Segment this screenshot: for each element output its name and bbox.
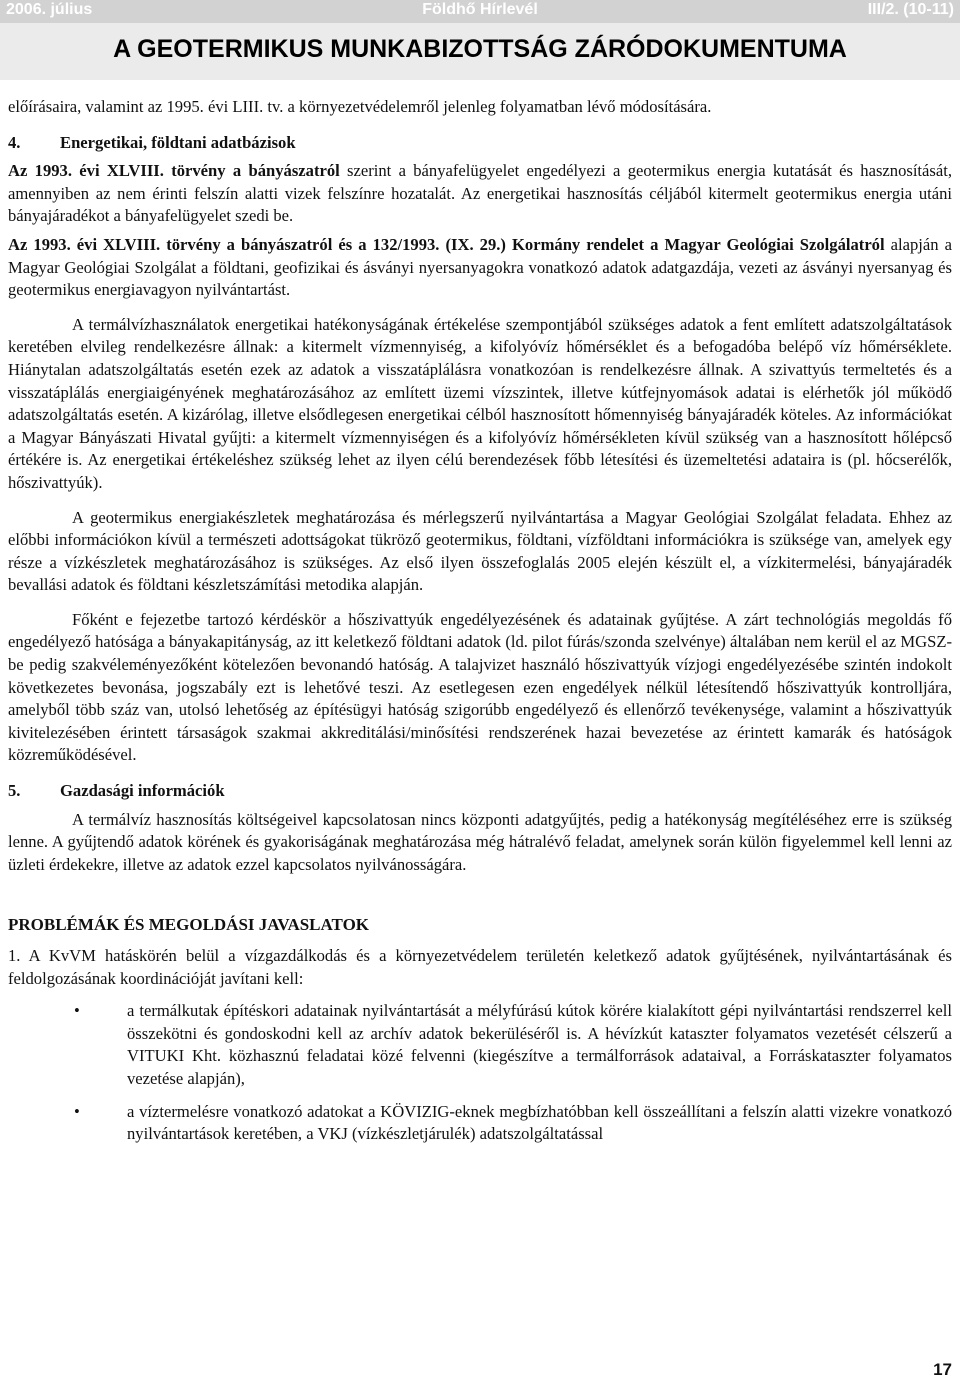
- running-header: [0, 0, 960, 23]
- title-banner: [0, 23, 960, 80]
- law-reference: Az 1993. évi XLVIII. törvény a bányászatról: [8, 161, 340, 181]
- section-5-heading: [8, 780, 952, 803]
- paragraph-6: A termálvíz hasznosítás költségeivel kapcsolatosan nincs központi adatgyűjtés, pedig a hatékonyság megítéléséhez erre is szükség lenne. A gyűjtendő adatok körének és gyakoriságának meghatározása még hátralévő feladat, amelynek során külön figyelemmel kell lenni az üzleti érdekekre, illetve az adatok ezzel kapcsolatos nyilvánosságára.: [8, 809, 952, 874]
- paragraph-7: 1. A KvVM hatáskörén belül a vízgazdálkodás és a környezetvédelem területén keletkező adatok gyűjtésének, nyilvántartásának és feldolgozásának koordinációját javítani kell:: [8, 946, 952, 988]
- section-5-number: 5.: [8, 781, 21, 801]
- section-4-title: Energetikai, földtani adatbázisok: [60, 132, 296, 152]
- paragraph-4: A geotermikus energiakészletek meghatározása és mérlegszerű nyilvántartása a Magyar Geológiai Szolgálat feladata. Ehhez az előbbi információkon kívül a természeti adottságokat tükröző geotermikus, földtani, vízföldtani információkra is szüksége van, amelyek egy része a vízkészletek meghatározásához is szükséges. Az első ilyen összefoglalás 2005 elején készült el, a vízkitermelési, bányajáradék bevallási adatok és földtani készletszámítási metodika alapján.: [8, 507, 952, 595]
- recommendation-list: [8, 1000, 952, 1146]
- paragraph-5: Főként e fejezetbe tartozó kérdéskör a hőszivattyúk engedélyezésének és adatainak gyűjtése. A zárt technológiás megoldás fő engedélyező hatósága a bányakapitányság, az itt keletkező földtani adatok (ld. pilot fúrás/szonda szelvénye) általában nem kerül el az MGSZ-be pedig szakvéleményezőként kötelezően bevonandó hatóság. A talajvizet használó hőszivattyúk vízjogi engedélyezésébe szintén indokolt következetes bevonása, jogszabály ezt is lehetővé teszi. Az esetlegesen ezen engedélyek nélkül létesítendő hőszivattyúk kontrolljára, amelyből több száz van, utolsó lehetőség az építésügyi hatóság szigorúbb engedélyező és ellenőrző tevékenysége, valamint a hőszivattyúk kivitelezésében érintett társaságok szakmai akkreditálási/minősítési rendszerének hazai bevezetése az érintett kamarák és hatóságok közreműködésével.: [8, 609, 952, 765]
- issue-date: 2006. július: [6, 1, 93, 18]
- paragraph-1: [8, 160, 952, 228]
- section-4-number: 4.: [8, 132, 21, 152]
- section-4-heading: [8, 132, 952, 155]
- list-item-text: a termálkutak építéskori adatainak nyilvántartását a mélyfúrású kútok körére kialakított gépi nyilvántartási rendszerrel kell összekötni és gondoskodni kell az archív adatok bekerüléséről is. A hévízkút kataszter folyamatos vezetését célszerű a VITUKI Kht. közhasznú feladatai közé felvenni (kiegészítve a termálforrások adataival, a Forráskataszter folyamatos vezetése alapján),: [127, 1001, 952, 1088]
- article-body: [8, 96, 952, 1146]
- document-title: A GEOTERMIKUS MUNKABIZOTTSÁG ZÁRÓDOKUMENTUMA: [113, 35, 847, 63]
- paragraph-1-text: szerint a bányafelügyelet engedélyezi a geotermikus energia kutatását és hasznosítását, amennyiben az nem érinti felszín alatti vizek felszínre hozatalát. Az energetikai hasznosítás céljából kitermelt geotermikus energia utáni bányajáradékot a bányafelügyelet szedi be.: [8, 161, 952, 226]
- list-item: [8, 1000, 952, 1090]
- list-item: [8, 1101, 952, 1146]
- paragraph-2: [8, 234, 952, 302]
- list-item-text: a víztermelésre vonatkozó adatokat a KÖVIZIG-eknek megbízhatóbban kell összeállítani a felszín alatti vizekre vonatkozó nyilvántartások keretében, a VKJ (vízkészletjárulék) adatszolgáltatással: [127, 1101, 952, 1144]
- journal-name: Földhő Hírlevél: [422, 1, 538, 18]
- issue-number: III/2. (10-11): [867, 1, 954, 18]
- bullet-icon: •: [74, 1101, 80, 1121]
- section-5-title: Gazdasági információk: [60, 781, 225, 801]
- bullet-icon: •: [74, 1001, 80, 1021]
- paragraph-3: A termálvízhasználatok energetikai hatékonyságának értékelése szempontjából szükséges adatok a fent említett adatszolgáltatások keretében elvileg rendelkezésre állnak: a kitermelt vízmennyiség, a kifolyóvíz hőmérséklet és a befogadóba belépő víz hőmérséklete. Hiánytalan adatszolgáltatás esetén ezek az adatok a visszatáplálásra vonatkozóan is rendelkezésre állnak. A szivattyús termeltetés és a visszatáplálás energiaigényének meghatározásához az említett üzemi vízszintek, illetve kútfejnyomások adatai is elérhetők jól működő adatszolgáltatás esetén. A kizárólag, illetve elsődlegesen energetikai célból hasznosított hőmennyiség bányajáradék köteles. Az információkat a Magyar Bányászati Hivatal gyűjti: a kitermelt vízmennyiségen és a kifolyóvíz hőmérsékleten kívül szükség van a hasznosított hőlépcső értékére is. Az energetikai értékeléshez szükség lehet az ilyen célú berendezések főbb létesítési és üzemeltetési adataira is (pl. hőcserélők, hőszivattyúk).: [8, 314, 952, 492]
- page-number: 17: [933, 1360, 952, 1379]
- problems-heading: PROBLÉMÁK ÉS MEGOLDÁSI JAVASLATOK: [8, 915, 370, 935]
- paragraph-intro: előírásaira, valamint az 1995. évi LIII. tv. a környezetvédelemről jelenleg folyamatban lévő módosítására.: [8, 97, 712, 116]
- paragraph-2-text: alapján a Magyar Geológiai Szolgálat a földtani, geofizikai és ásványi nyersanyagokra vonatkozó adatok adatgazdája, vezeti az ásványi nyersanyag és geotermikus energiavagyon nyilvántartást.: [8, 234, 952, 300]
- law-reference-2: Az 1993. évi XLVIII. törvény a bányászatról és a 132/1993. (IX. 29.) Kormány rendelet a Magyar Geológiai Szolgálatról: [8, 234, 885, 254]
